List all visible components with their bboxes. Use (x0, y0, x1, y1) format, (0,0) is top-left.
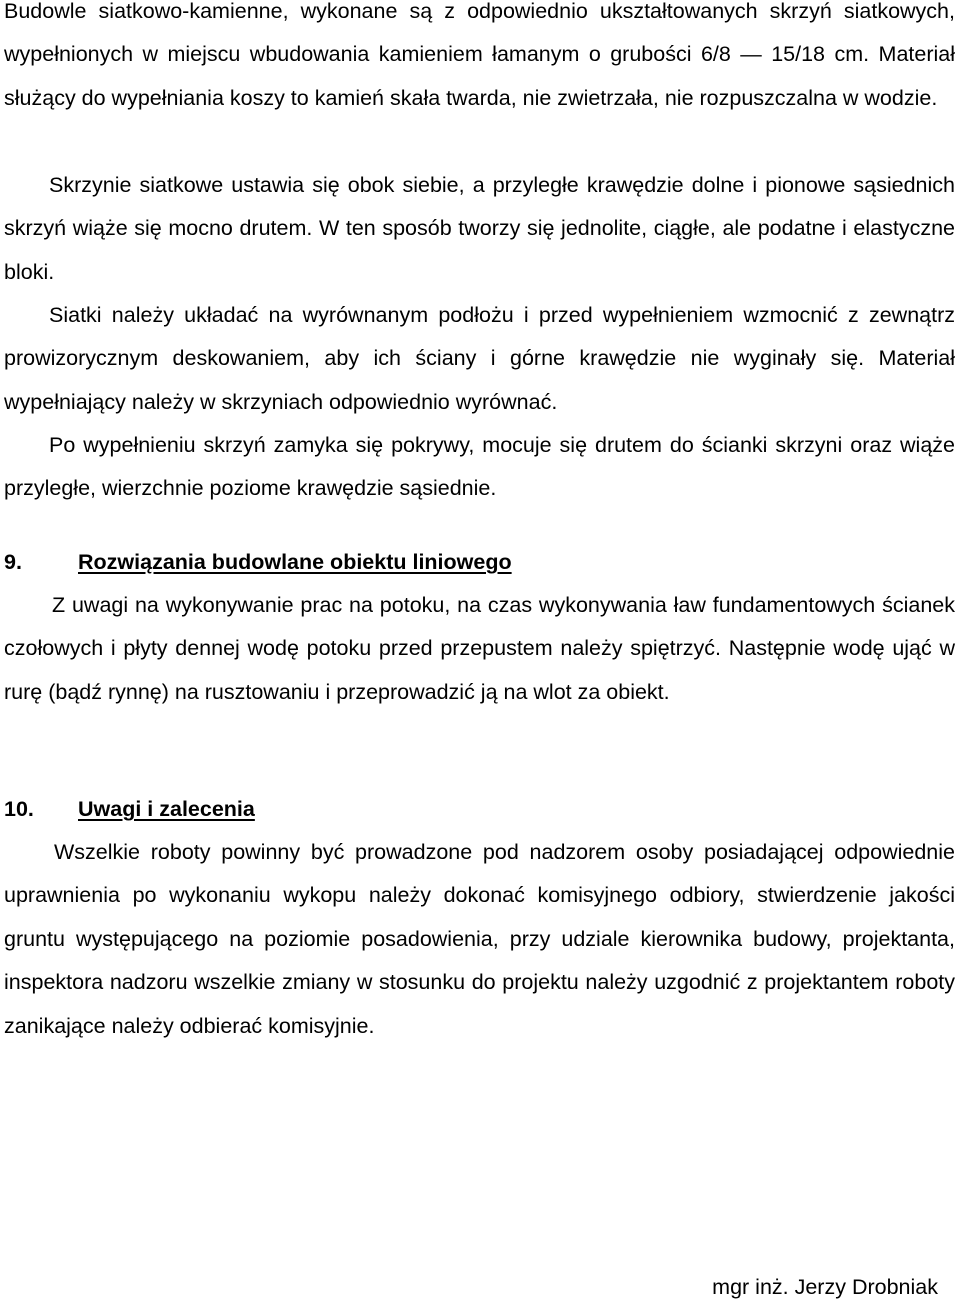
section-10-body: Wszelkie roboty powinny być prowadzone pod nadzorem osoby posiadającej odpowiednie uprawnienia po wykonaniu wykopu należy dokonać komisyjnego odbiory, stwierdzenie jakości gruntu występującego na poziomie posadowienia, przy udziale kierownika budowy, projektanta, inspektora nadzoru wszelkie zmiany w stosunku do projektu należy uzgodnić z projektantem roboty zanikające należy odbierać komisyjnie. (4, 840, 955, 1038)
section-9-title: Rozwiązania budowlane obiektu liniowego (78, 550, 512, 574)
paragraph-mesh-laying: Siatki należy układać na wyrównanym podłożu i przed wypełnieniem wzmocnić z zewnątrz prowizorycznym deskowaniem, aby ich ściany i górne krawędzie nie wyginały się. Materiał wypełniający należy w skrzyniach odpowiednio wyrównać. (4, 303, 955, 414)
section-9-heading (4, 541, 512, 584)
section-10-heading (4, 788, 255, 831)
paragraph-gabion-structures: Budowle siatkowo-kamienne, wykonane są z odpowiednio ukształtowanych skrzyń siatkowych, wypełnionych w miejscu wbudowania kamieniem łamanym o grubości 6/8 — 15/18 cm. Materiał służący do wypełniania koszy to kamień skała twarda, nie zwietrzała, nie rozpuszczalna w wodzie. (4, 0, 955, 110)
section-9-body: Z uwagi na wykonywanie prac na potoku, na czas wykonywania ław fundamentowych ścianek czołowych i płyty dennej wodę potoku przed przepustem należy spiętrzyć. Następnie wodę ująć w rurę (bądź rynnę) na rusztowaniu i przeprowadzić ją na wlot za obiekt. (4, 593, 955, 704)
section-10-number: 10. (4, 797, 34, 821)
paragraph-closing-lids: Po wypełnieniu skrzyń zamyka się pokrywy, mocuje się drutem do ścianki skrzyni oraz wiąże przyległe, wierzchnie poziome krawędzie sąsiednie. (4, 433, 955, 501)
author-signature: mgr inż. Jerzy Drobniak (712, 1275, 938, 1299)
section-10-title: Uwagi i zalecenia (78, 797, 255, 821)
paragraph-gabion-placement: Skrzynie siatkowe ustawia się obok siebie, a przyległe krawędzie dolne i pionowe sąsiednich skrzyń wiąże się mocno drutem. W ten sposób tworzy się jednolite, ciągłe, ale podatne i elastyczne bloki. (4, 173, 955, 284)
section-9-number: 9. (4, 550, 22, 574)
